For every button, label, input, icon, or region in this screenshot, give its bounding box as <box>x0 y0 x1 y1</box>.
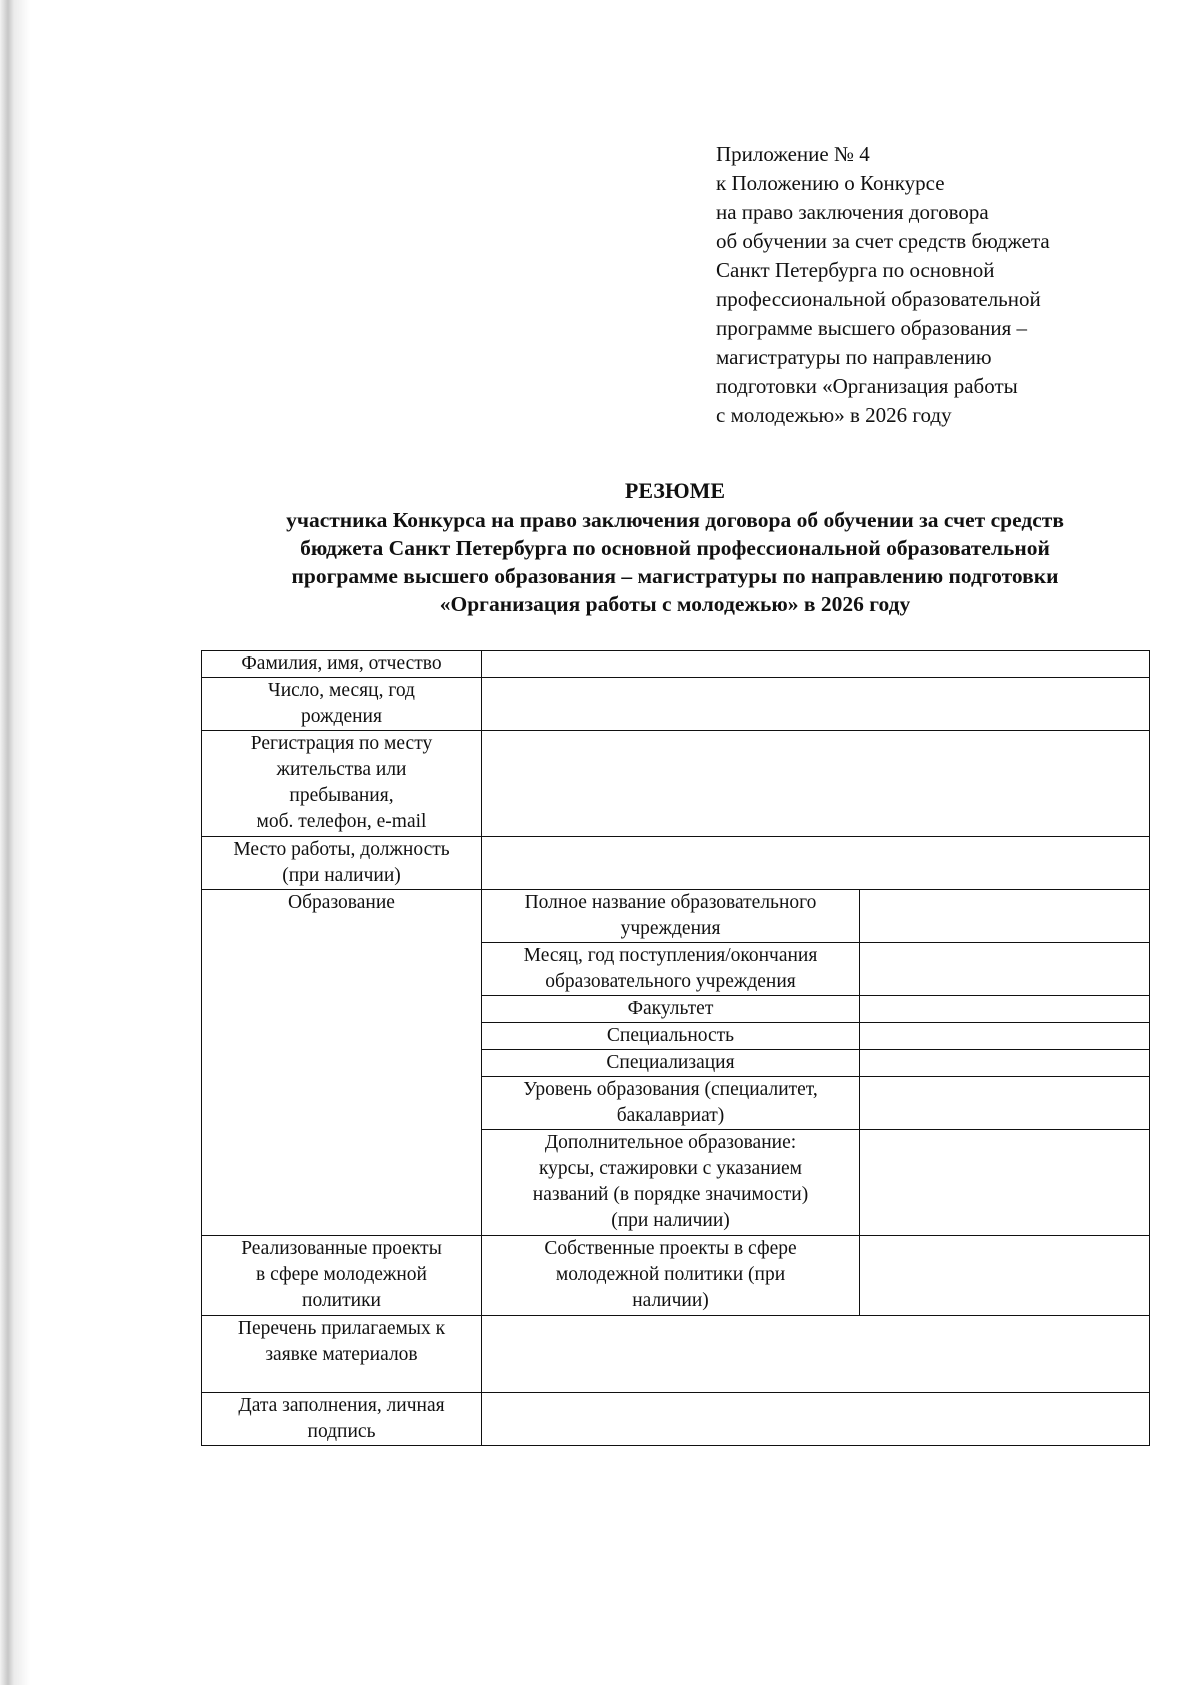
label-projects: Реализованные проекты в сфере молодежной политики <box>202 1236 482 1316</box>
label-education-dates: Месяц, год поступления/окончания образовательного учреждения <box>482 943 860 996</box>
label-date-signature: Дата заполнения, личная подпись <box>202 1393 482 1446</box>
label-attachments: Перечень прилагаемых к заявке материалов <box>202 1316 482 1393</box>
label-work: Место работы, должность (при наличии) <box>202 837 482 890</box>
appendix-line: с молодежью» в 2026 году <box>716 403 952 427</box>
label-education: Образование <box>202 890 482 1236</box>
registration-field[interactable] <box>482 731 1150 837</box>
label-full-name: Фамилия, имя, отчество <box>202 651 482 678</box>
form-row-date-signature <box>202 1393 1150 1446</box>
form-row-education <box>202 890 1150 943</box>
form-row-registration <box>202 731 1150 837</box>
label-education-level: Уровень образования (специалитет, бакалавриат) <box>482 1077 860 1130</box>
own-projects-field[interactable] <box>860 1236 1150 1316</box>
scan-edge-shadow <box>0 0 30 1685</box>
label-specialty: Специальность <box>482 1023 860 1050</box>
label-registration: Регистрация по месту жительства или пребывания, моб. телефон, e-mail <box>202 731 482 837</box>
full-name-field[interactable] <box>482 651 1150 678</box>
form-row-projects <box>202 1236 1150 1316</box>
resume-form-table <box>201 650 1150 1446</box>
appendix-line: на право заключения договора <box>716 200 989 224</box>
work-field[interactable] <box>482 837 1150 890</box>
label-additional-education: Дополнительное образование: курсы, стажировки с указанием названий (в порядке значимости) (при наличии) <box>482 1130 860 1236</box>
institution-name-field[interactable] <box>860 890 1150 943</box>
education-level-field[interactable] <box>860 1077 1150 1130</box>
subtitle-line: программе высшего образования – магистратуры по направлению подготовки <box>291 564 1059 588</box>
subtitle-line: участника Конкурса на право заключения договора об обучении за счет средств <box>286 508 1064 532</box>
document-title: РЕЗЮМЕ <box>624 478 726 503</box>
label-own-projects: Собственные проекты в сфере молодежной политики (при наличии) <box>482 1236 860 1316</box>
subtitle-line: бюджета Санкт Петербурга по основной профессиональной образовательной <box>300 536 1050 560</box>
subtitle-line: «Организация работы с молодежью» в 2026 году <box>439 592 911 616</box>
date-signature-field[interactable] <box>482 1393 1150 1446</box>
form-row-work <box>202 837 1150 890</box>
additional-education-field[interactable] <box>860 1130 1150 1236</box>
form-row-birth-date <box>202 678 1150 731</box>
form-row-attachments <box>202 1316 1150 1393</box>
label-birth-date: Число, месяц, год рождения <box>202 678 482 731</box>
specialty-field[interactable] <box>860 1023 1150 1050</box>
appendix-line: к Положению о Конкурсе <box>716 171 945 195</box>
appendix-block <box>716 140 1146 430</box>
form-row-full-name <box>202 651 1150 678</box>
faculty-field[interactable] <box>860 996 1150 1023</box>
label-specialization: Специализация <box>482 1050 860 1077</box>
appendix-line: подготовки «Организация работы <box>716 374 1018 398</box>
specialization-field[interactable] <box>860 1050 1150 1077</box>
education-dates-field[interactable] <box>860 943 1150 996</box>
appendix-line: профессиональной образовательной <box>716 287 1041 311</box>
appendix-line: Приложение № 4 <box>716 142 870 166</box>
appendix-line: об обучении за счет средств бюджета <box>716 229 1050 253</box>
label-faculty: Факультет <box>482 996 860 1023</box>
attachments-field[interactable] <box>482 1316 1150 1393</box>
appendix-line: магистратуры по направлению <box>716 345 992 369</box>
label-institution-name: Полное название образовательного учреждения <box>482 890 860 943</box>
appendix-line: Санкт Петербурга по основной <box>716 258 995 282</box>
birth-date-field[interactable] <box>482 678 1150 731</box>
document-subtitle <box>200 506 1150 618</box>
appendix-line: программе высшего образования – <box>716 316 1028 340</box>
